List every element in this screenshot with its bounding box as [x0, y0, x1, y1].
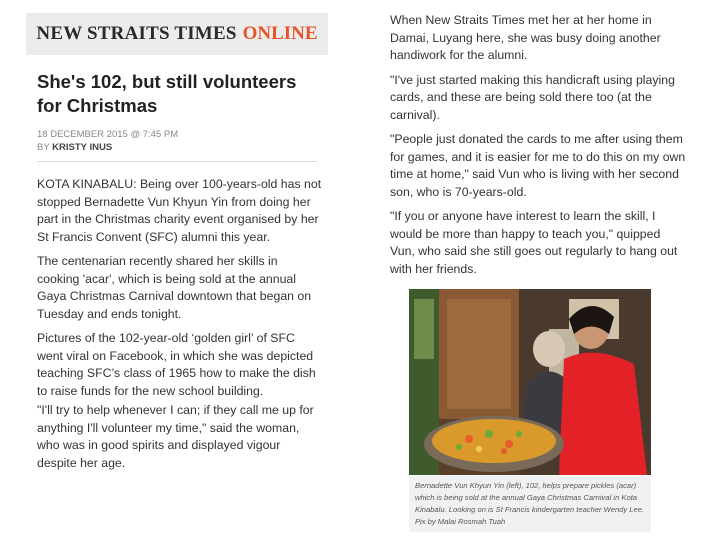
paragraph: "If you or anyone have interest to learn the skill, I would be more than happy to teach you," quipped Vun, who said she still goes out regularly to hang out with her friends.: [390, 209, 678, 276]
paragraph: "I've just started making this handicraft using playing cards, and these are being sold there too (at the carnival).: [390, 72, 675, 122]
masthead-brand: NEW STRAITS TIMES: [36, 23, 237, 44]
article-headline: She's 102, but still volunteers for Christmas: [37, 71, 297, 116]
byline-prefix: BY: [37, 142, 50, 153]
masthead-accent: ONLINE: [242, 23, 318, 44]
paragraph: "People just donated the cards to me after using them for games, and it is easier for me to do this on my own time at home," said Vun who is living with her second son, who is 70-years-old.: [390, 132, 686, 199]
article-author[interactable]: KRISTY INUS: [52, 142, 113, 153]
paragraph: Pictures of the 102-year-old ‘golden girl’ of SFC went viral on Facebook, in which she was depicted teaching SFC’s class of 1965 how to make the dish to raise funds for the new school building.: [37, 331, 316, 398]
paragraph: When New Straits Times met her at her home in Damai, Luyang here, she was busy doing another handiwork for the alumni.: [390, 13, 661, 62]
paragraph: KOTA KINABALU: Being over 100-years-old has not stopped Bernadette Vun Khyun Yin from doing her part in the Christmas charity event organised by her St Francis Convent (SFC) alumni this year.: [37, 177, 322, 244]
article-photo[interactable]: [409, 289, 651, 475]
article-body-right: [390, 12, 686, 285]
paragraph: The centenarian recently shared her skills in cooking 'acar', which is being sold at the annual Gaya Christmas Carnival downtown that began on Tuesday and ends tonight.: [37, 254, 312, 321]
photo-caption-box: [409, 476, 651, 532]
divider: [37, 161, 317, 162]
photo-caption: Bernadette Vun Khyun Yin (left), 102, helps prepare pickles (acar) which is being sold at the annual Gaya Christmas Carnival in Kota Kinabalu. Looking on is St Francis kindergarten teacher Wendy Lee. Pix by Malai Rosmah Tuah: [415, 481, 645, 526]
article-byline: [37, 141, 178, 154]
article-meta: [37, 128, 178, 154]
masthead[interactable]: [26, 13, 328, 55]
photo-illustration: [409, 289, 651, 475]
article-body-left: [37, 176, 322, 479]
article-date: 18 DECEMBER 2015 @ 7:45 PM: [37, 129, 179, 140]
paragraph: "I'll try to help whenever I can; if they call me up for anything I'll volunteer my time," said the woman, who was in good spirits and displayed vigour despite her age.: [37, 403, 314, 470]
